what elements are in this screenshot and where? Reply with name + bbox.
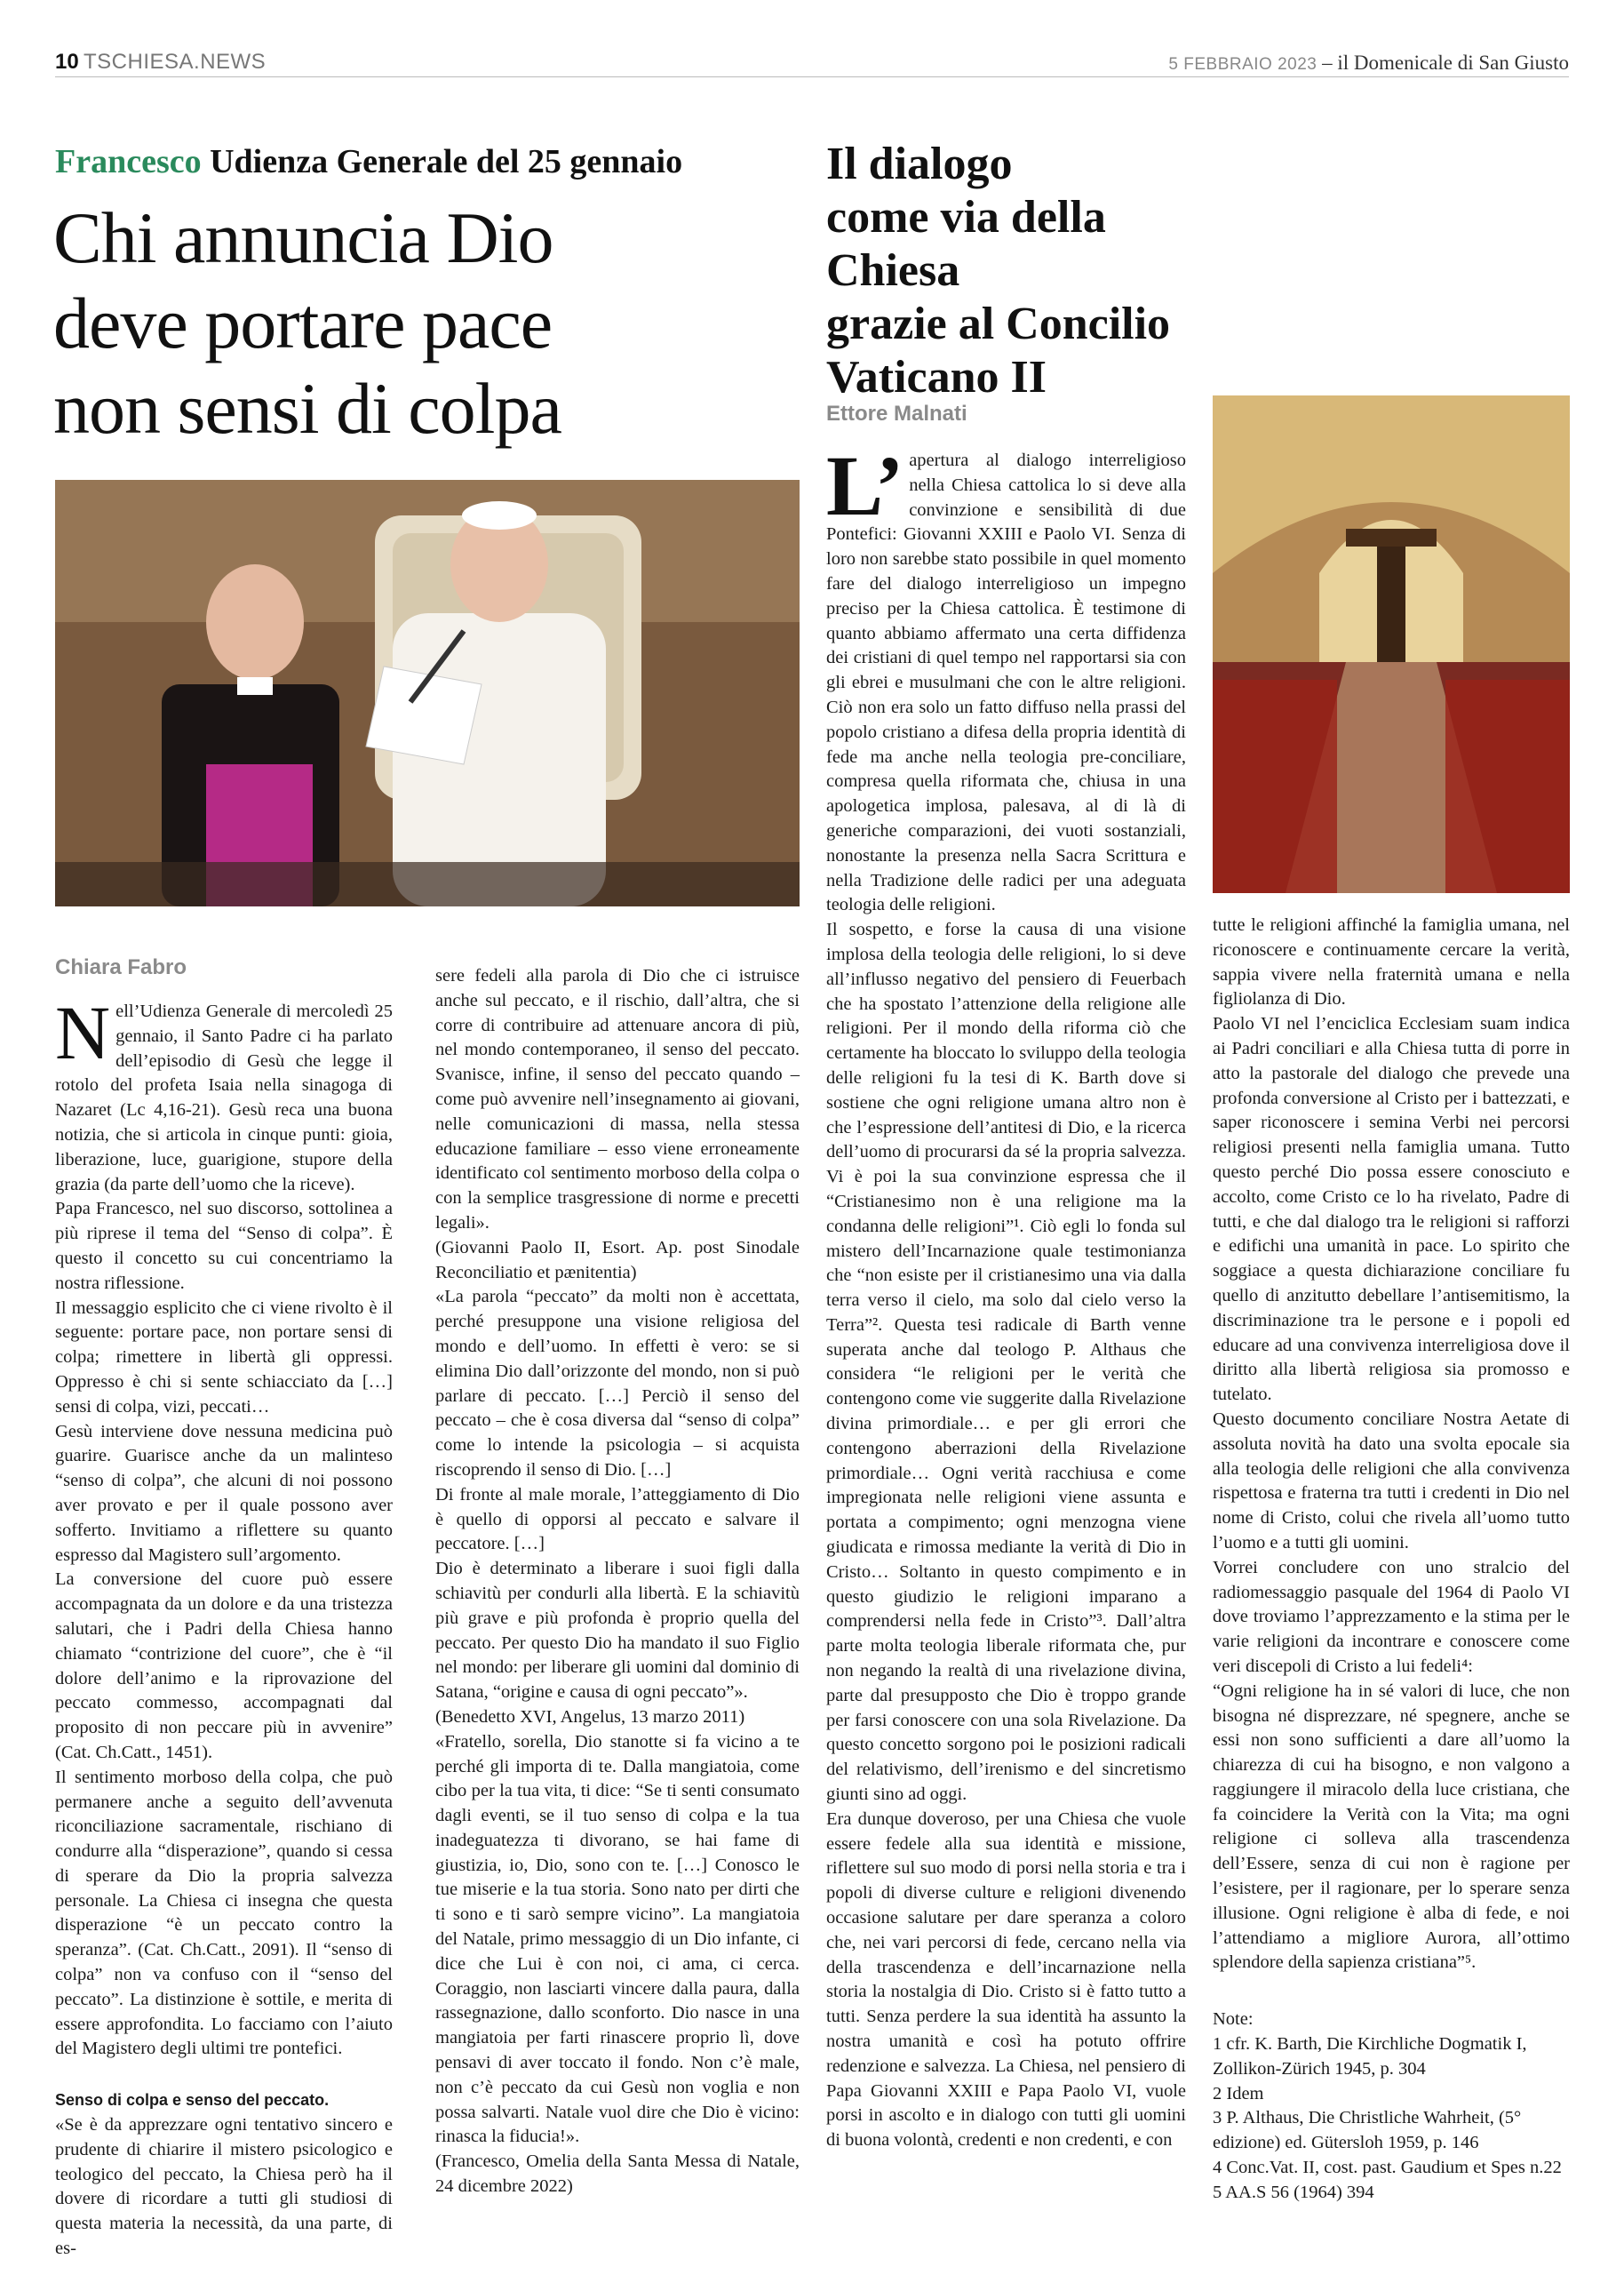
citation: (Giovanni Paolo II, Esort. Ap. post Sinodale Reconciliatio et pænitentia) [435, 1237, 800, 1282]
article-column-4 [1213, 914, 1570, 2206]
paragraph: Dio è determinato a liberare i suoi figli dalla schiavitù per condurli alla libertà. E la schiavitù più grave e più profonda è proprio quella del peccato. Per questo Dio ha mandato il suo Figlio nel mondo: per liberare gli uomini dal dominio di Satana, “origine e causa di ogni peccato”». [435, 1559, 800, 1703]
paragraph: Il sentimento morboso della colpa, che può permanere anche a seguito dell’avvenuta riconciliazione sacramentale, rischiano di condurre alla “disperazione”, quando si cessa di sperare da Dio la propria salvezza personale. La Chiesa ci insegna che questa disperazione “è un peccato contro la speranza”. (Cat. Ch.Catt., 2091). Il “senso di colpa” non va confuso con il “senso del peccato”. La distinzione è sottile, e merita di essere approfondita. Lo facciamo con l’aiuto del Magistero degli ultimi tre pontefici. [55, 1767, 393, 2059]
photo-st-peters-basilica-council [1213, 395, 1570, 893]
article-column-2 [435, 964, 800, 2199]
paragraph: Il messaggio esplicito che ci viene rivolto è il seguente: portare pace, non portare sensi di colpa; rimettere in libertà gli oppressi. Oppresso è chi si sente schiacciato da […] sensi di colpa, vizi, peccati… [55, 1297, 393, 1417]
paragraph: tutte le religioni affinché la famiglia umana, nel riconoscere e continuamente cercare la verità, sappia vivere nella fraternità umana e nella figliolanza di Dio. [1213, 915, 1570, 1010]
kicker-rest: Udienza Generale del 25 gennaio [210, 143, 683, 180]
headline-line: come via della Chiesa [826, 192, 1106, 296]
lead-paragraph [826, 438, 1186, 918]
drop-cap: N [55, 990, 111, 1075]
section-name: TSCHIESA.NEWS [84, 50, 267, 74]
footnote: 4 Conc.Vat. II, cost. past. Gaudium et Spes n.22 [1213, 2158, 1562, 2178]
paragraph: «La parola “peccato” da molti non è accettata, perché presuppone una visione religiosa del mondo e dell’uomo. In effetti è vero: se si elimina Dio dall’orizzonte del mondo, non si può parlare di peccato. […] Perciò il senso del peccato – che è cosa diversa dal “senso di colpa” come lo intende la psicologia – si acquista riscoprendo il senso di Dio. […] [435, 1287, 800, 1480]
footnotes [1213, 2008, 1570, 2205]
paragraph: «Se è da apprezzare ogni tentativo sincero e prudente di chiarire il mistero psicologico e teologico del peccato, la Chiesa però ha il dovere di ricordare a tutti gli studiosi di questa materia la necessità, da una parte, di es- [55, 2115, 393, 2259]
issue-date: 5 FEBBRAIO 2023 [1168, 55, 1318, 74]
paragraph: Paolo VI nel l’enciclica Ecclesiam suam indica ai Padri conciliari e alla Chiesa tutta di porre in atto la pastorale del dialogo che prevede una profonda conversione al Cristo per i battezzati, e saper riconoscere i semina Verbi nei percorsi religiosi presenti nella famiglia umana. Tutto questo perché Dio possa essere conosciuto e accolto, come Cristo ce lo ha rivelato, Padre di tutti, e che dal dialogo tra le religioni si rafforzi e edifichi una umanità in pace. Lo spirito che soggiace a questa dichiarazione conciliare fu quello di anzitutto debellare l’antisemitismo, la discriminazione tra le persone e i popoli ed educare ad una convivenza interreligiosa dove il diritto alla libertà religiosa sia promosso e tutelato. [1213, 1014, 1570, 1405]
page-number: 10 [55, 50, 79, 74]
paragraph: La conversione del cuore può essere accompagnata da un dolore e da una tristezza salutari, che i Padri della Chiesa hanno chiamato “contrizione del cuore”, che è “il dolore dell’animo e la riprovazione del peccato commesso, accompagnati dal proposito di non peccare più in avvenire” (Cat. Ch.Catt., 1451). [55, 1569, 393, 1762]
article-column-1 [55, 990, 393, 2262]
footnote: 2 Idem [1213, 2083, 1264, 2103]
kicker-name: Francesco [55, 143, 202, 180]
paragraph: Di fronte al male morale, l’atteggiamento di Dio è quello di opporsi al peccato e salvare il peccatore. […] [435, 1484, 800, 1554]
pope-photo-illustration [55, 480, 800, 906]
byline-left: Chiara Fabro [55, 955, 187, 979]
drop-cap: L’ [826, 438, 904, 533]
paragraph: Papa Francesco, nel suo discorso, sottolinea a più riprese il tema del “Senso di colpa”. È questo il concetto su cui concentriamo la nostra riflessione. [55, 1199, 393, 1293]
paragraph: sere fedeli alla parola di Dio che ci istruisce anche sul peccato, e il rischio, dall’altra, che si corre di contribuire ad attenuare ancora di più, nel mondo contemporaneo, il senso del peccato. Svanisce, infine, il senso del peccato quando – come può avvenire nell’insegnamento ai giovani, nelle comunicazioni di massa, nella stessa educazione familiare – esso viene erroneamente identificato col sentimento morboso della colpa o con la semplice trasgressione di norme e precetti legali». [435, 966, 800, 1233]
headline-line: Chi annuncia Dio [53, 197, 553, 278]
citation: (Francesco, Omelia della Santa Messa di Natale, 24 dicembre 2022) [435, 2151, 800, 2197]
footnote: 5 AA.S 56 (1964) 394 [1213, 2182, 1374, 2202]
citation: (Benedetto XVI, Angelus, 13 marzo 2011) [435, 1706, 745, 1727]
publication-name: il Domenicale di San Giusto [1337, 52, 1569, 74]
headline-line: Il dialogo [826, 139, 1013, 189]
footnote: 1 cfr. K. Barth, Die Kirchliche Dogmatik I, Zollikon-Zürich 1945, p. 304 [1213, 2034, 1527, 2079]
paragraph: «Fratello, sorella, Dio stanotte si fa vicino a te perché gli importa di te. Dalla mangiatoia, come cibo per la tua vita, ti dice: “Se ti senti consumato dagli eventi, se il tuo senso di colpa e la tua inadeguatezza ti divorano, se hai fame di giustizia, io, Dio, sono con te. […] Conosco le tue miserie e la tua storia. Sono nato per dirti che ti sono e ti sarò sempre vicino”. La mangiatoia del Natale, primo messaggio di un Dio infante, ci dice che Lui è con noi, ci ama, ci cerca. Coraggio, non lasciarti vincere dalla paura, dalla rassegnazione, dallo sconforto. Dio nasce in una mangiatoia per farti rinascere proprio lì, dove pensavi di aver toccato il fondo. Non c’è male, non c’è peccato da cui Gesù non voglia e non possa salvarti. Natale vuol dire che Dio è vicino: rinasca la fiducia!». [435, 1731, 800, 2147]
paragraph: Gesù interviene dove nessuna medicina può guarire. Guarisce anche da un malinteso “senso di colpa”, che alcuni di noi possono aver provato e per il quale possono aver sofferto. Invitiamo a riflettere su quanto espresso dal Magistero sull’argomento. [55, 1421, 393, 1565]
paragraph: apertura al dialogo interreligioso nella Chiesa cattolica lo si deve alla convinzione e sensibilità di due Pontefici: Giovanni XXIII e Paolo VI. Senza di loro non sarebbe stato possibile in quel momento fare del dialogo interreligioso un impegno preciso per la Chiesa cattolica. È testimone di quanto abbiamo affermato una certa diffidenza dei cristiani di quel tempo nel rapportarsi sia con gli ebrei e musulmani che con le altre religioni. Ciò non era solo un fatto diffuso nella prassi del popolo cristiano a difesa della propria identità di fede ma anche nella teologia pre-conciliare, compresa quella riformata che, chiusa in una apologetica implosa, palesava, al di là di generiche comparazioni, dei vuoti sostanziali, nonostante la presenza nella Sacra Scrittura e nella Tradizione delle radici per una adeguata teologia delle religioni. [826, 451, 1186, 915]
notes-title: Note: [1213, 2009, 1254, 2030]
photo-pope-audience [55, 480, 800, 906]
header-separator: – [1317, 52, 1338, 74]
lead-paragraph [55, 990, 393, 1197]
article-column-3 [826, 438, 1186, 2153]
headline [53, 196, 817, 451]
subheading: Senso di colpa e senso del peccato. [55, 2091, 330, 2110]
paragraph: Questo documento conciliare Nostra Aetate di assoluta novità ha dato una svolta epocale sia alla teologia delle religioni che alla convivenza rispettosa e fraterna tra tutti i credenti in Dio nel nome di Cristo, colui che rivela all’uomo tutto l’uomo e a tutti gli uomini. [1213, 1409, 1570, 1553]
basilica-photo-illustration [1213, 395, 1570, 893]
article-kicker [55, 142, 682, 181]
paragraph: “Ogni religione ha in sé valori di luce, che non bisogna né disprezzare, né spegnere, anche se essi non sono sufficienti a dare all’uomo la chiarezza di cui ha bisogno, e non valgono a raggiungere il miracolo della luce cristiana, che fa coincidere la Verità con la Vita; ma ogni religione ci solleva alla trascendenza dell’Essere, senza di cui non è ragione per l’esistere, per il ragionare, per lo sperare senza illusione. Ogni religione è alba di fede, e noi l’attendiamo a migliore Aurora, all’ottimo splendore della sapienza cristiana”⁵. [1213, 1680, 1570, 1973]
paragraph: Vorrei concludere con uno stralcio del radiomessaggio pasquale del 1964 di Paolo VI dove troviamo l’apprezzamento e la stima per le varie religioni da incontrare e conoscere come veri discepoli di Cristo a lui fedeli⁴: [1213, 1557, 1570, 1676]
paragraph: Era dunque doveroso, per una Chiesa che vuole essere fedele alla sua identità e missione, riflettere sul suo modo di porsi nella storia e tra i popoli di diverse culture e religioni divenendo occasione salutare per dare speranza a coloro che, nei vari percorsi di fede, cercano nella via della trascendenza e dell’incarnazione nella storia la nostalgia di Dio. Cristo si è fatto tutto a tutti. Senza perdere la sua identità ha assunto la nostra umanità e così ha potuto offrire redenzione e salvezza. La Chiesa, nel pensiero di Papa Giovanni XXIII e Papa Paolo VI, vuole porsi in ascolto e in dialogo con tutti gli uomini di buona volontà, credenti e non credenti, e con [826, 1808, 1186, 2151]
footnote: 3 P. Althaus, Die Christliche Wahrheit, (5° edizione) ed. Gütersloh 1959, p. 146 [1213, 2108, 1522, 2153]
issue-info [1168, 52, 1569, 75]
headline-line: Vaticano II [826, 352, 1047, 403]
paragraph: Il sospetto, e forse la causa di una visione implosa della teologia delle religioni, lo si deve all’influsso negativo del pensiero di Feuerbach che ha spostato l’attenzione della religione alle religioni. Per il mondo della riforma ciò che certamente ha bloccato lo sviluppo della teologia delle religioni fu la tesi di K. Barth dove si sostiene che ogni religione umana altro non è che l’espressione dell’antitesi di Dio, e la ricerca dell’uomo di procurarsi da sé la propria salvezza. Vi è poi la sua convinzione espressa che il “Cristianesimo non è una religione ma la condanna delle religioni”¹. Ciò egli lo fonda sul mistero dell’Incarnazione quale testimonianza che “non esiste per il cristianesimo una via dalla terra verso il cielo, ma solo dal cielo verso la Terra”². Questa tesi radicale di Barth venne superata anche dal teologo P. Althaus che considera “le religioni per le verità che contengono come vie suggerite dalla Rivelazione divina primordiale… e per gli errori che contengono aberrazioni della Rivelazione primordiale… Ogni verità racchiusa e come impregionata nelle religioni viene assunta e portata a compimento; ogni menzogna viene giudicata e rimossa mediante la verità di Dio in Cristo… Soltanto in questo compimento e in questo giudizio le religioni imparano a comprendersi nella fede in Cristo”³. Dall’altra parte molta teologia liberale riformata che, pur non negando la realtà di una rivelazione divina, parte dal presupposto che Dio è troppo grande per farsi conoscere con una sola Rivelazione. Da questo concetto sorgono poi le posizioni radicali del relativismo, dell’irenismo e del sincretismo giunti sino ad oggi. [826, 920, 1186, 1805]
page-header [55, 46, 1569, 77]
paragraph: ell’Udienza Generale di mercoledì 25 gennaio, il Santo Padre ci ha parlato dell’episodio di Gesù che legge il rotolo del profeta Isaia nella sinagoga di Nazaret (Lc 4,16-21). Gesù reca una buona notizia, che si articola in cinque punti: gioia, liberazione, luce, guarigione, stupore della grazia (da parte dell’uomo che la riceve). [55, 1002, 393, 1194]
headline-line: non sensi di colpa [53, 368, 561, 449]
byline-right: Ettore Malnati [826, 402, 967, 426]
right-headline [826, 138, 1217, 404]
headline-line: grazie al Concilio [826, 299, 1171, 349]
headline-line: deve portare pace [53, 283, 553, 363]
